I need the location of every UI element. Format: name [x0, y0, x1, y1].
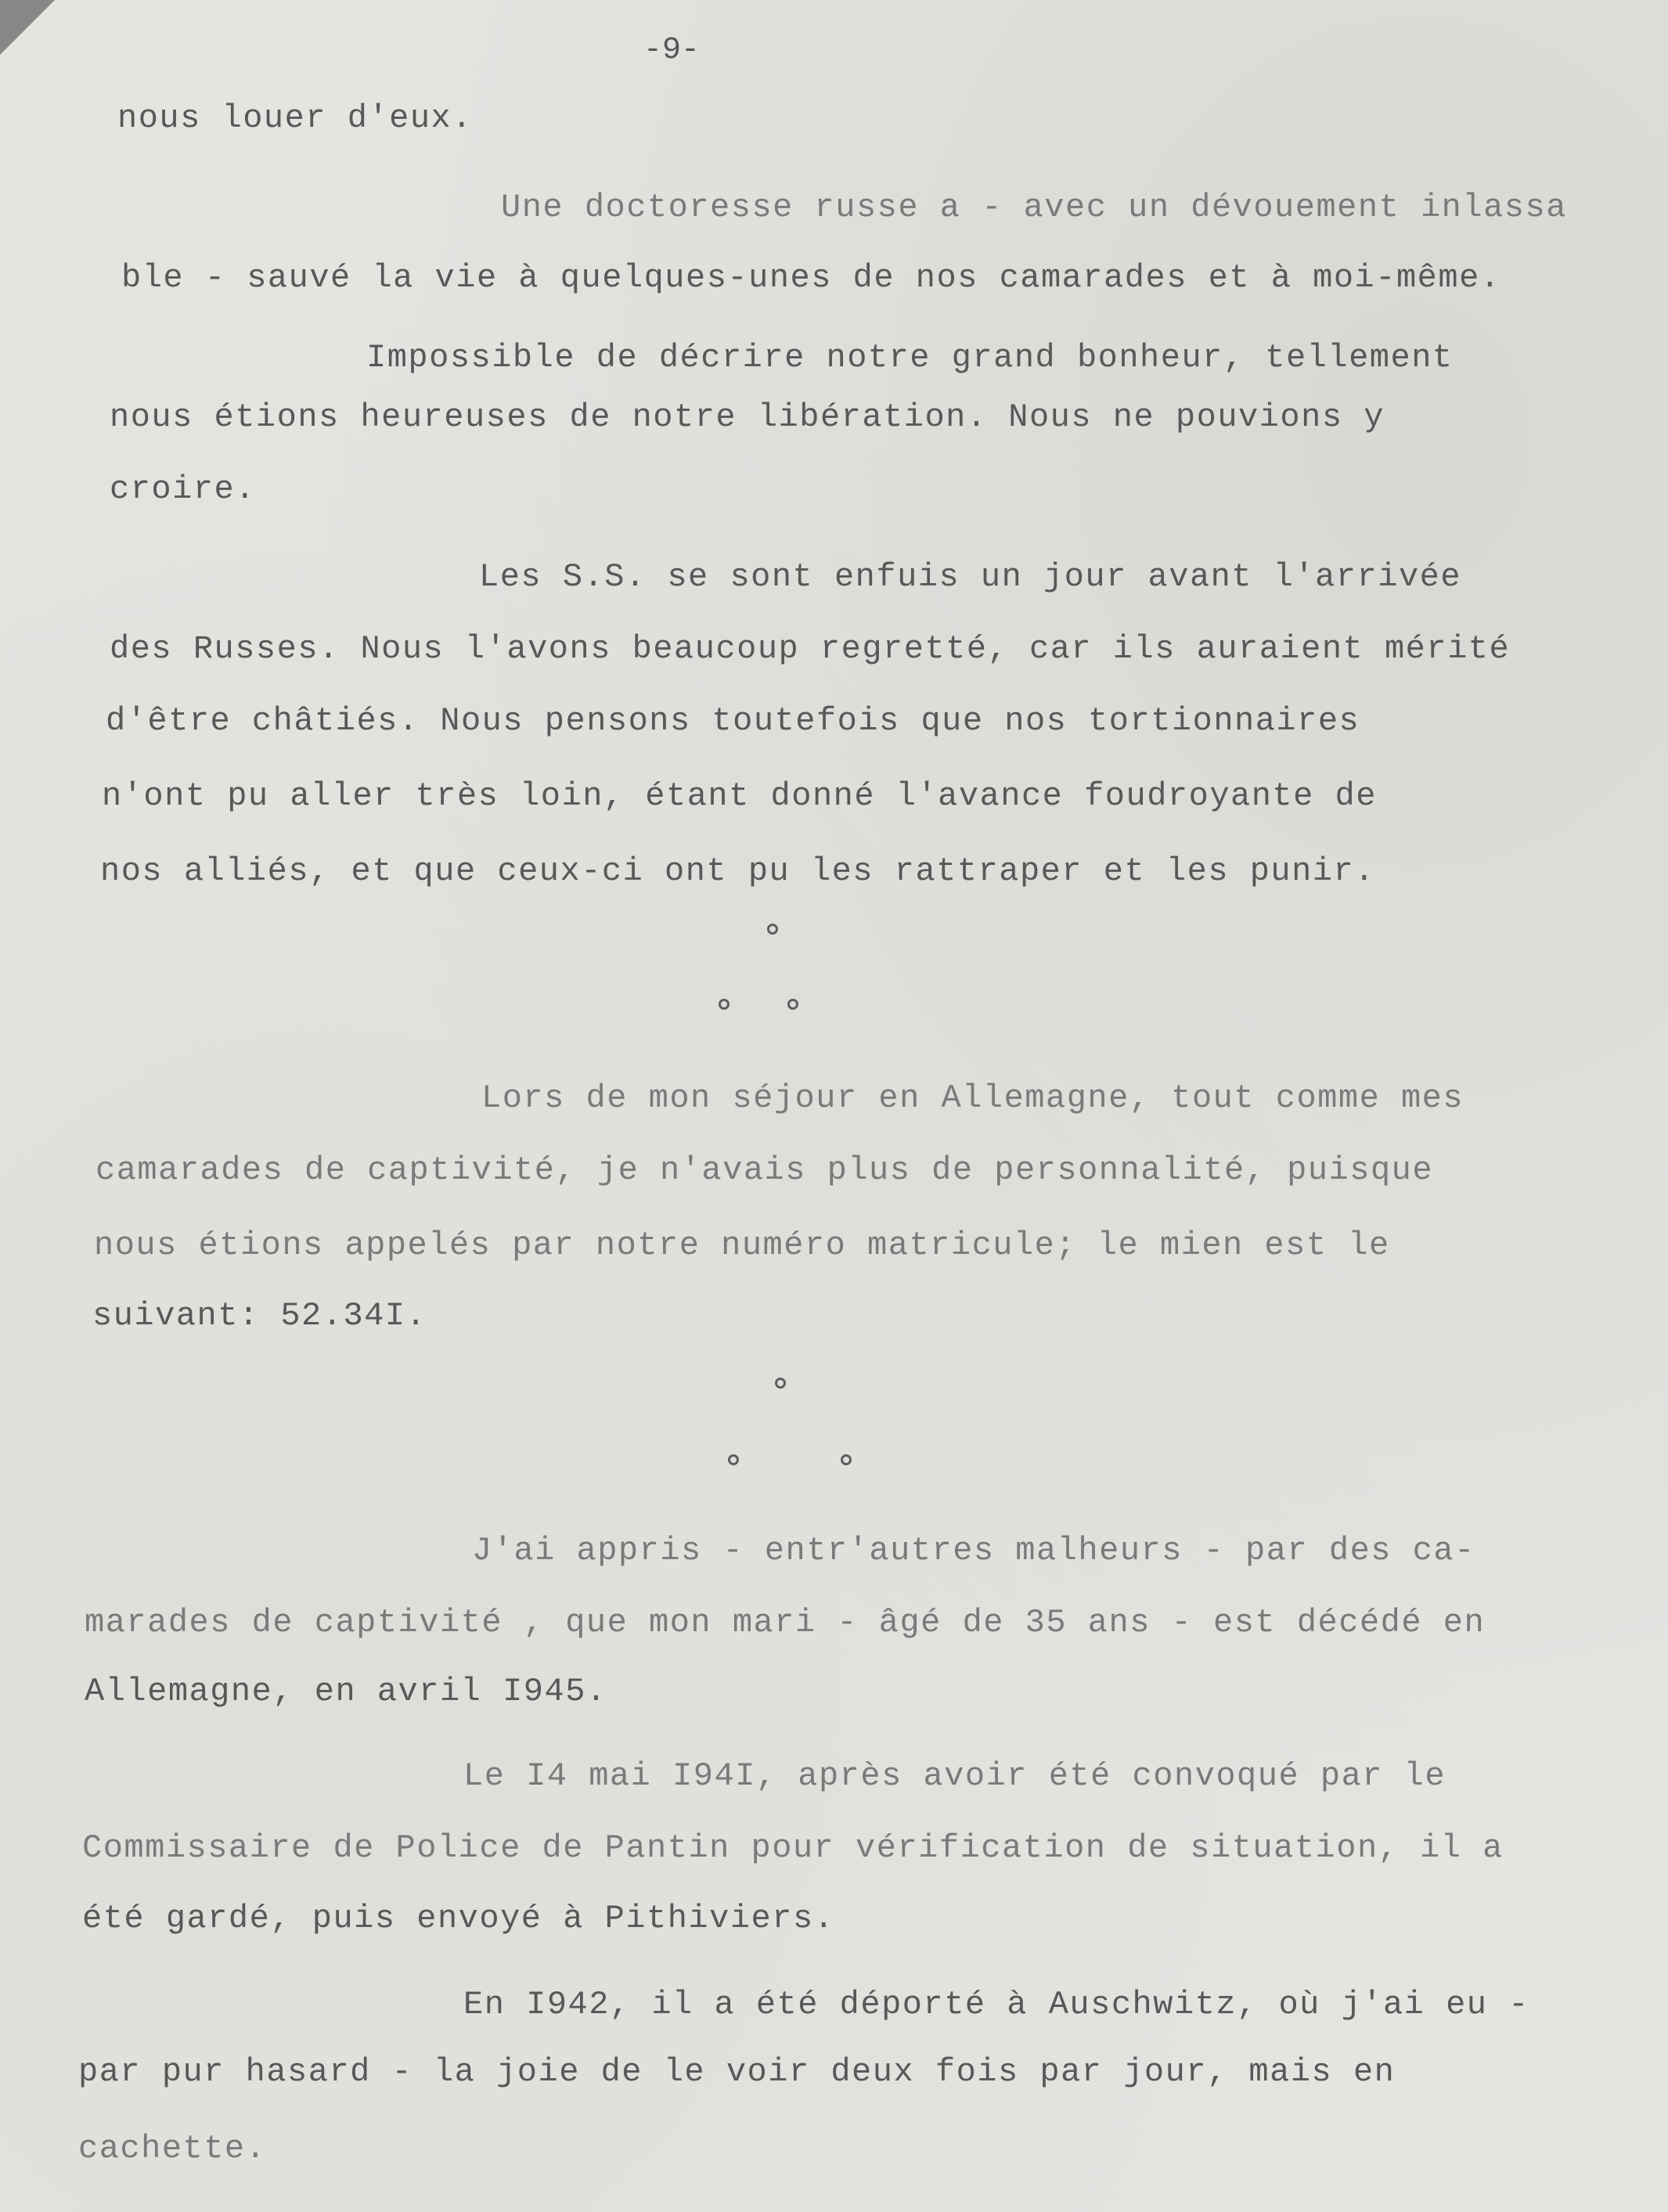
separator-dot: [775, 1378, 786, 1389]
text-line: par pur hasard - la joie de le voir deux fois par jour, mais en: [78, 2053, 1396, 2091]
text-line: Commissaire de Police de Pantin pour vérification de situation, il a: [82, 1829, 1504, 1867]
separator-dot: [719, 999, 730, 1010]
text-line: Lors de mon séjour en Allemagne, tout comme mes: [481, 1079, 1464, 1117]
text-line: croire.: [110, 470, 256, 508]
text-line: camarades de captivité, je n'avais plus de personnalité, puisque: [95, 1151, 1434, 1189]
text-line: cachette.: [78, 2130, 267, 2167]
text-line: suivant: 52.34I.: [92, 1297, 427, 1335]
separator-dot: [841, 1454, 852, 1465]
text-line: des Russes. Nous l'avons beaucoup regretté, car ils auraient mérité: [110, 630, 1511, 668]
text-line: nous louer d'eux.: [117, 99, 473, 137]
text-line: nous étions heureuses de notre libération. Nous ne pouvions y: [110, 398, 1385, 436]
text-line: Le I4 mai I94I, après avoir été convoqué par le: [463, 1757, 1446, 1795]
text-line: Une doctoresse russe a - avec un dévouement inlassa: [501, 189, 1567, 226]
text-line: nos alliés, et que ceux-ci ont pu les rattraper et les punir.: [100, 852, 1375, 890]
text-line: Les S.S. se sont enfuis un jour avant l'arrivée: [479, 558, 1462, 596]
separator-dot: [767, 924, 778, 935]
text-line: été gardé, puis envoyé à Pithiviers.: [82, 1900, 835, 1937]
separator-dot: [787, 999, 798, 1010]
separator-dot: [728, 1454, 739, 1465]
text-line: En I942, il a été déporté à Auschwitz, où j'ai eu -: [463, 1986, 1529, 2023]
text-line: J'ai appris - entr'autres malheurs - par des ca-: [472, 1532, 1475, 1569]
text-line: d'être châtiés. Nous pensons toutefois que nos tortionnaires: [106, 702, 1360, 740]
text-line: marades de captivité , que mon mari - âgé de 35 ans - est décédé en: [85, 1604, 1486, 1641]
page-corner-shadow: [0, 0, 55, 55]
page-number: -9-: [643, 33, 701, 68]
text-line: Allemagne, en avril I945.: [85, 1673, 607, 1710]
text-line: nous étions appelés par notre numéro matricule; le mien est le: [94, 1227, 1390, 1264]
text-line: ble - sauvé la vie à quelques-unes de nos camarades et à moi-même.: [121, 259, 1501, 297]
text-line: Impossible de décrire notre grand bonheur, tellement: [366, 339, 1454, 376]
text-line: n'ont pu aller très loin, étant donné l'avance foudroyante de: [102, 777, 1377, 815]
